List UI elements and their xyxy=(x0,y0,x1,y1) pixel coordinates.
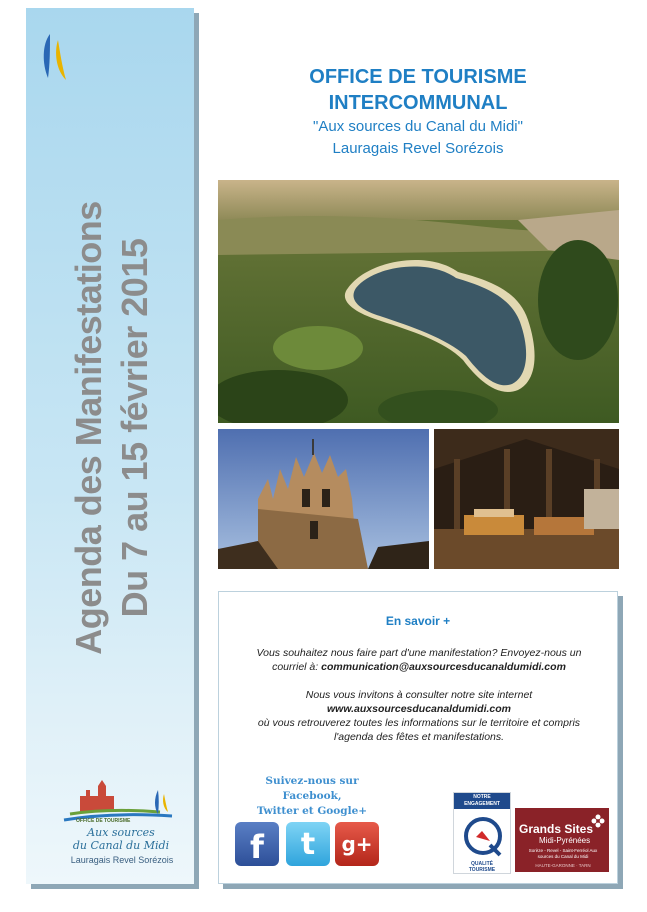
facebook-glyph: f xyxy=(250,828,264,866)
qt-head-line1: NOTRE xyxy=(473,794,491,800)
submit-event-prefix: courriel à: xyxy=(272,661,322,673)
qualite-tourisme-head xyxy=(454,793,510,809)
office-tourisme-logo xyxy=(50,768,190,878)
agenda-title xyxy=(66,201,158,655)
church-bell-tower-photo xyxy=(218,429,429,569)
agenda-title-line1: Agenda des Manifestations xyxy=(68,201,109,655)
twitter-icon[interactable] xyxy=(286,822,330,866)
website-line3: où vous retrouverez toutes les informations sur le territoire et compris xyxy=(257,717,581,729)
office-logo-script-line2: du Canal du Midi xyxy=(72,839,170,852)
website-paragraph xyxy=(229,688,609,744)
office-logo-script-line1: Aux sources xyxy=(87,826,155,839)
grands-sites-region: Midi-Pyrénées xyxy=(539,836,591,845)
page-title: OFFICE DE TOURISME INTERCOMMUNAL xyxy=(309,66,527,114)
sails-logo-icon xyxy=(36,30,76,86)
follow-us-line1: Suivez-nous sur Facebook, xyxy=(265,775,359,802)
sidebar-panel xyxy=(26,8,194,884)
website-line1: Nous vous invitons à consulter notre site internet xyxy=(305,689,533,701)
submit-event-paragraph xyxy=(229,646,609,674)
page-header xyxy=(218,64,618,160)
grands-sites-departments: HAUTE-GARONNE · TARN xyxy=(535,863,591,868)
follow-us-text xyxy=(237,774,387,819)
qualite-tourisme-foot xyxy=(454,861,510,873)
page-subtitle: "Aux sources du Canal du Midi" xyxy=(313,118,523,135)
google-plus-icon[interactable] xyxy=(335,822,379,866)
quality-q-icon xyxy=(454,811,512,861)
info-box xyxy=(218,591,618,884)
qt-foot-line1: QUALITÉ xyxy=(471,861,493,867)
info-title: En savoir + xyxy=(385,614,451,628)
website-line4: l'agenda des fêtes et manifestations. xyxy=(333,731,505,743)
covered-market-photo xyxy=(434,429,619,569)
google-plus-glyph: g+ xyxy=(341,832,373,856)
agenda-title-line2: Du 7 au 15 février 2015 xyxy=(114,238,155,618)
qt-foot-line2: TOURISME xyxy=(468,867,496,873)
contact-email-link[interactable]: communication@auxsourcesducanaldumidi.com xyxy=(321,661,566,673)
office-logo-small-text: OFFICE DE TOURISME xyxy=(76,818,131,824)
page-region: Lauragais Revel Sorézois xyxy=(332,140,504,157)
website-link[interactable]: www.auxsourcesducanaldumidi.com xyxy=(327,703,511,715)
facebook-icon[interactable] xyxy=(235,822,279,866)
qualite-tourisme-badge xyxy=(453,792,511,874)
twitter-glyph: t xyxy=(300,826,316,862)
submit-event-line1: Vous souhaitez nous faire part d'une manifestation? Envoyez-nous un xyxy=(256,647,582,659)
qt-head-line2: ENGAGEMENT xyxy=(464,801,500,807)
grands-sites-title: Grands Sites xyxy=(519,822,594,836)
office-logo-region: Lauragais Revel Sorézois xyxy=(70,855,174,865)
grands-sites-badge xyxy=(515,808,609,872)
follow-us-line2: Twitter et Google+ xyxy=(256,805,368,817)
lake-aerial-photo xyxy=(218,180,619,423)
flower-icon xyxy=(591,814,605,828)
grands-sites-places: Sorèze - Revel - Saint-Ferréol Aux sources du Canal du Midi xyxy=(528,848,598,859)
